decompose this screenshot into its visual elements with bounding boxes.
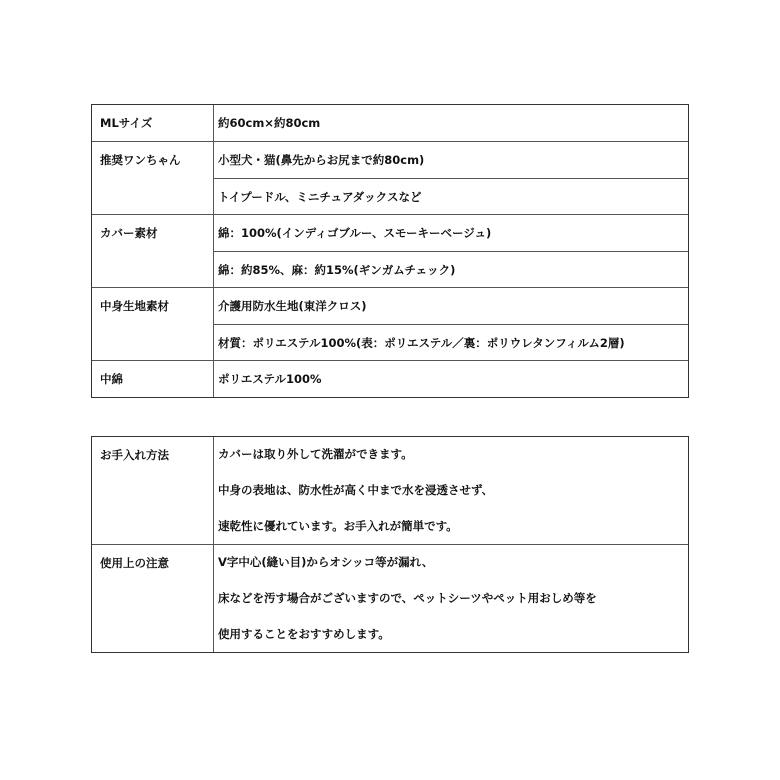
care-value-maintenance-1: カバーは取り外して洗濯ができます。 (218, 447, 413, 461)
spec-value-inner-fabric-1: 介護用防水生地(東洋クロス) (218, 299, 367, 313)
spec-value-recommended-dog-2: トイプードル、ミニチュアダックスなど (214, 178, 688, 214)
care-values-caution (214, 545, 688, 652)
care-row-caution (92, 544, 688, 652)
care-value-caution-3: 使用することをおすすめします。 (218, 627, 390, 641)
spec-value-inner-fabric-2: 材質：ポリエステル100%(表：ポリエステル／裏：ポリウレタンフィルム2層) (214, 324, 688, 360)
spec-value-recommended-dog-1: 小型犬・猫(鼻先からお尻まで約80cm) (218, 153, 425, 167)
spec-table (91, 104, 689, 398)
spec-values-size (214, 105, 688, 141)
care-label-caution: 使用上の注意 (92, 545, 214, 652)
care-value-maintenance-3: 速乾性に優れています。お手入れが簡単です。 (218, 519, 458, 533)
care-table (91, 436, 689, 653)
spec-row-size (92, 105, 688, 141)
spec-values-filling (214, 361, 688, 397)
spec-value-cover-material-2: 綿：約85%、麻：約15%(ギンガムチェック) (214, 251, 688, 287)
spec-values-recommended-dog (214, 142, 688, 214)
spec-row-filling (92, 360, 688, 397)
spec-row-inner-fabric (92, 287, 688, 360)
care-label-maintenance: お手入れ方法 (92, 437, 214, 544)
care-value-maintenance-2: 中身の表地は、防水性が高く中まで水を浸透させず、 (218, 483, 494, 497)
spec-row-cover-material (92, 214, 688, 287)
spec-row-recommended-dog (92, 141, 688, 214)
spec-label-cover-material: カバー素材 (92, 215, 214, 287)
spec-value-filling: ポリエステル100% (218, 372, 322, 386)
spec-values-inner-fabric (214, 288, 688, 360)
care-value-caution-1: V字中心(縫い目)からオシッコ等が漏れ、 (218, 555, 434, 569)
spec-value-size: 約60cm×約80cm (218, 116, 321, 130)
spec-label-size: MLサイズ (92, 105, 214, 141)
spec-value-cover-material-1: 綿：100%(インディゴブルー、スモーキーベージュ) (218, 226, 492, 240)
care-row-maintenance (92, 437, 688, 544)
spec-label-filling: 中綿 (92, 361, 214, 397)
spec-label-inner-fabric: 中身生地素材 (92, 288, 214, 360)
spec-values-cover-material (214, 215, 688, 287)
care-value-caution-2: 床などを汚す場合がございますので、ペットシーツやペット用おしめ等を (218, 591, 597, 605)
spec-label-recommended-dog: 推奨ワンちゃん (92, 142, 214, 214)
care-values-maintenance (214, 437, 688, 544)
